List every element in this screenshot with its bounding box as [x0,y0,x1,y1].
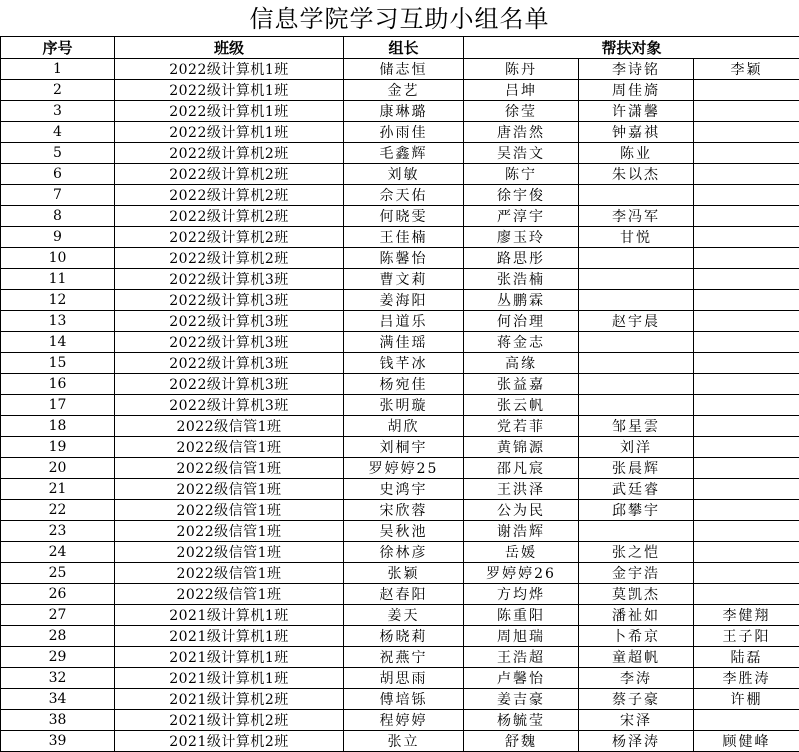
cell-helpee-2[interactable]: 杨泽涛 [579,731,694,752]
cell-helpee-1[interactable]: 张益嘉 [464,374,579,395]
table-row [1,647,799,668]
cell-leader[interactable]: 徐林彦 [344,542,464,563]
cell-leader[interactable]: 赵春阳 [344,584,464,605]
cell-no[interactable]: 14 [1,332,115,353]
cell-helpee-3[interactable] [694,563,799,584]
cell-no[interactable]: 39 [1,731,115,752]
cell-helpee-2[interactable]: 甘悦 [579,227,694,248]
cell-class[interactable]: 2021级计算机1班 [115,668,344,689]
cell-class[interactable]: 2022级计算机1班 [115,101,344,122]
cell-leader[interactable]: 史鸿宇 [344,479,464,500]
cell-no[interactable]: 21 [1,479,115,500]
table-row [1,668,799,689]
header-helpees[interactable]: 帮扶对象 [464,37,799,59]
cell-helpee-2[interactable]: 刘洋 [579,437,694,458]
cell-no[interactable]: 20 [1,458,115,479]
cell-helpee-3[interactable] [694,542,799,563]
cell-no[interactable]: 13 [1,311,115,332]
cell-no[interactable]: 2 [1,80,115,101]
cell-class[interactable]: 2022级计算机2班 [115,248,344,269]
cell-helpee-1[interactable]: 谢浩辉 [464,521,579,542]
cell-helpee-1[interactable]: 邵凡宸 [464,458,579,479]
table-row [1,605,799,626]
cell-helpee-3[interactable] [694,584,799,605]
cell-class[interactable]: 2022级计算机3班 [115,269,344,290]
cell-leader[interactable]: 祝燕宁 [344,647,464,668]
cell-helpee-3[interactable] [694,332,799,353]
cell-helpee-3[interactable] [694,710,799,731]
cell-no[interactable]: 34 [1,689,115,710]
cell-helpee-1[interactable]: 卢馨怡 [464,668,579,689]
cell-helpee-3[interactable] [694,248,799,269]
cell-helpee-2[interactable]: 赵宇晨 [579,311,694,332]
cell-helpee-3[interactable] [694,374,799,395]
cell-leader[interactable]: 宋欣蓉 [344,500,464,521]
cell-helpee-3[interactable] [694,101,799,122]
header-no[interactable]: 序号 [1,37,115,59]
cell-class[interactable]: 2022级信管1班 [115,584,344,605]
cell-class[interactable]: 2022级信管1班 [115,521,344,542]
table-body [1,59,799,752]
table-row [1,563,799,584]
cell-leader[interactable]: 程婷婷 [344,710,464,731]
cell-class[interactable]: 2022级信管1班 [115,542,344,563]
cell-helpee-2[interactable]: 卜希京 [579,626,694,647]
cell-leader[interactable]: 康琳璐 [344,101,464,122]
cell-no[interactable]: 26 [1,584,115,605]
page-title: 信息学院学习互助小组名单 [0,0,799,36]
table-row [1,290,799,311]
cell-helpee-3[interactable] [694,269,799,290]
cell-helpee-3[interactable] [694,458,799,479]
cell-class[interactable]: 2022级信管1班 [115,416,344,437]
cell-helpee-1[interactable]: 蒋金志 [464,332,579,353]
cell-helpee-3[interactable] [694,143,799,164]
cell-leader[interactable]: 金艺 [344,80,464,101]
table-row [1,80,799,101]
cell-class[interactable]: 2022级计算机3班 [115,395,344,416]
cell-helpee-3[interactable]: 顾健峰 [694,731,799,752]
cell-helpee-1[interactable]: 张浩楠 [464,269,579,290]
cell-helpee-1[interactable]: 陈重阳 [464,605,579,626]
cell-helpee-2[interactable]: 金宇浩 [579,563,694,584]
cell-helpee-2[interactable]: 武廷睿 [579,479,694,500]
table-row [1,122,799,143]
table-row [1,59,799,80]
cell-helpee-1[interactable]: 陈宁 [464,164,579,185]
cell-helpee-3[interactable] [694,122,799,143]
cell-leader[interactable]: 刘敏 [344,164,464,185]
cell-helpee-1[interactable]: 姜吉豪 [464,689,579,710]
cell-no[interactable]: 27 [1,605,115,626]
cell-helpee-3[interactable]: 许棚 [694,689,799,710]
cell-helpee-1[interactable]: 徐莹 [464,101,579,122]
cell-no[interactable]: 4 [1,122,115,143]
cell-no[interactable]: 10 [1,248,115,269]
cell-leader[interactable]: 姜天 [344,605,464,626]
cell-class[interactable]: 2021级计算机1班 [115,647,344,668]
table-row [1,584,799,605]
cell-helpee-1[interactable]: 吴浩文 [464,143,579,164]
cell-no[interactable]: 16 [1,374,115,395]
cell-helpee-2[interactable]: 张晨辉 [579,458,694,479]
cell-helpee-2[interactable]: 潘祉如 [579,605,694,626]
table-row [1,731,799,752]
table-row [1,458,799,479]
cell-helpee-1[interactable]: 路思彤 [464,248,579,269]
cell-no[interactable]: 23 [1,521,115,542]
cell-helpee-3[interactable] [694,416,799,437]
cell-helpee-2[interactable]: 周佳旖 [579,80,694,101]
cell-no[interactable]: 5 [1,143,115,164]
cell-leader[interactable]: 傅培铄 [344,689,464,710]
cell-helpee-3[interactable] [694,311,799,332]
table-row [1,521,799,542]
cell-helpee-1[interactable]: 徐宇俊 [464,185,579,206]
cell-helpee-2[interactable]: 朱以杰 [579,164,694,185]
cell-helpee-1[interactable]: 何治理 [464,311,579,332]
cell-class[interactable]: 2022级信管1班 [115,563,344,584]
cell-helpee-1[interactable]: 舒魏 [464,731,579,752]
cell-class[interactable]: 2021级计算机2班 [115,689,344,710]
cell-helpee-2[interactable]: 李诗铭 [579,59,694,80]
cell-helpee-3[interactable] [694,479,799,500]
cell-no[interactable]: 18 [1,416,115,437]
cell-helpee-1[interactable]: 陈丹 [464,59,579,80]
cell-leader[interactable]: 佘天佑 [344,185,464,206]
cell-helpee-2[interactable] [579,353,694,374]
cell-helpee-3[interactable] [694,290,799,311]
cell-no[interactable]: 11 [1,269,115,290]
table-row [1,395,799,416]
cell-helpee-1[interactable]: 丛鹏霖 [464,290,579,311]
cell-helpee-2[interactable]: 钟嘉祺 [579,122,694,143]
cell-class[interactable]: 2022级信管1班 [115,479,344,500]
cell-helpee-3[interactable] [694,164,799,185]
cell-helpee-1[interactable]: 公为民 [464,500,579,521]
cell-helpee-2[interactable]: 童超帆 [579,647,694,668]
cell-helpee-2[interactable] [579,185,694,206]
roster-table [0,36,799,752]
cell-leader[interactable]: 张颖 [344,563,464,584]
cell-helpee-2[interactable] [579,248,694,269]
cell-helpee-3[interactable] [694,80,799,101]
cell-leader[interactable]: 张立 [344,731,464,752]
cell-helpee-1[interactable]: 张云帆 [464,395,579,416]
table-row [1,479,799,500]
cell-leader[interactable]: 胡思雨 [344,668,464,689]
cell-no[interactable]: 7 [1,185,115,206]
cell-leader[interactable]: 杨宛佳 [344,374,464,395]
cell-helpee-1[interactable]: 罗婷婷26 [464,563,579,584]
header-class[interactable]: 班级 [115,37,344,59]
cell-no[interactable]: 24 [1,542,115,563]
cell-class[interactable]: 2021级计算机2班 [115,710,344,731]
cell-no[interactable]: 22 [1,500,115,521]
cell-helpee-3[interactable] [694,185,799,206]
cell-helpee-1[interactable]: 严淳宇 [464,206,579,227]
table-row [1,206,799,227]
table-row [1,626,799,647]
table-row [1,710,799,731]
cell-helpee-1[interactable]: 王浩超 [464,647,579,668]
cell-leader[interactable]: 吴秋池 [344,521,464,542]
cell-no[interactable]: 32 [1,668,115,689]
cell-class[interactable]: 2022级计算机2班 [115,185,344,206]
cell-class[interactable]: 2022级信管1班 [115,458,344,479]
cell-no[interactable]: 1 [1,59,115,80]
cell-no[interactable]: 12 [1,290,115,311]
cell-helpee-2[interactable]: 邱攀宇 [579,500,694,521]
cell-leader[interactable]: 陈馨怡 [344,248,464,269]
cell-helpee-2[interactable]: 莫凯杰 [579,584,694,605]
cell-class[interactable]: 2022级信管1班 [115,437,344,458]
cell-helpee-2[interactable]: 陈业 [579,143,694,164]
cell-helpee-2[interactable]: 许潇馨 [579,101,694,122]
cell-class[interactable]: 2022级计算机2班 [115,164,344,185]
cell-helpee-1[interactable]: 王洪泽 [464,479,579,500]
cell-leader[interactable]: 毛鑫辉 [344,143,464,164]
cell-helpee-1[interactable]: 唐浩然 [464,122,579,143]
cell-class[interactable]: 2022级计算机3班 [115,332,344,353]
cell-no[interactable]: 38 [1,710,115,731]
cell-class[interactable]: 2022级计算机2班 [115,206,344,227]
cell-leader[interactable]: 储志恒 [344,59,464,80]
cell-helpee-2[interactable]: 邹星雲 [579,416,694,437]
cell-class[interactable]: 2022级计算机3班 [115,353,344,374]
cell-helpee-1[interactable]: 党若菲 [464,416,579,437]
cell-helpee-1[interactable]: 周旭瑞 [464,626,579,647]
table-row [1,248,799,269]
table-row [1,437,799,458]
table-row [1,332,799,353]
cell-helpee-2[interactable] [579,521,694,542]
cell-helpee-3[interactable] [694,227,799,248]
cell-no[interactable]: 15 [1,353,115,374]
cell-no[interactable]: 17 [1,395,115,416]
cell-class[interactable]: 2022级计算机1班 [115,59,344,80]
table-row [1,689,799,710]
cell-helpee-1[interactable]: 黄锦源 [464,437,579,458]
cell-helpee-1[interactable]: 吕坤 [464,80,579,101]
cell-leader[interactable]: 满佳瑶 [344,332,464,353]
cell-helpee-3[interactable]: 李胜涛 [694,668,799,689]
cell-class[interactable]: 2022级计算机2班 [115,227,344,248]
cell-leader[interactable]: 孙雨佳 [344,122,464,143]
table-row [1,185,799,206]
cell-leader[interactable]: 王佳楠 [344,227,464,248]
cell-class[interactable]: 2022级计算机1班 [115,80,344,101]
cell-helpee-1[interactable]: 杨毓莹 [464,710,579,731]
cell-helpee-2[interactable]: 李涛 [579,668,694,689]
cell-class[interactable]: 2022级计算机3班 [115,290,344,311]
cell-helpee-1[interactable]: 高缘 [464,353,579,374]
table-row [1,143,799,164]
cell-class[interactable]: 2021级计算机2班 [115,731,344,752]
cell-helpee-3[interactable]: 李颖 [694,59,799,80]
table-row [1,416,799,437]
cell-helpee-3[interactable]: 陆磊 [694,647,799,668]
cell-no[interactable]: 8 [1,206,115,227]
table-row [1,101,799,122]
cell-leader[interactable]: 杨晓莉 [344,626,464,647]
cell-no[interactable]: 9 [1,227,115,248]
cell-helpee-2[interactable]: 张之恺 [579,542,694,563]
header-leader[interactable]: 组长 [344,37,464,59]
cell-helpee-3[interactable] [694,353,799,374]
cell-helpee-3[interactable] [694,500,799,521]
cell-leader[interactable]: 钱芊冰 [344,353,464,374]
cell-class[interactable]: 2022级计算机2班 [115,143,344,164]
table-row [1,542,799,563]
cell-no[interactable]: 25 [1,563,115,584]
cell-leader[interactable]: 何晓雯 [344,206,464,227]
cell-no[interactable]: 3 [1,101,115,122]
cell-class[interactable]: 2022级信管1班 [115,500,344,521]
cell-helpee-3[interactable] [694,521,799,542]
cell-no[interactable]: 6 [1,164,115,185]
cell-helpee-2[interactable] [579,374,694,395]
cell-leader[interactable]: 姜海阳 [344,290,464,311]
cell-helpee-2[interactable] [579,395,694,416]
cell-leader[interactable]: 张明璇 [344,395,464,416]
cell-leader[interactable]: 刘桐宇 [344,437,464,458]
table-row [1,227,799,248]
cell-no[interactable]: 28 [1,626,115,647]
cell-no[interactable]: 29 [1,647,115,668]
table-row [1,311,799,332]
cell-class[interactable]: 2021级计算机1班 [115,626,344,647]
cell-helpee-3[interactable]: 李健翔 [694,605,799,626]
cell-helpee-3[interactable] [694,437,799,458]
cell-helpee-3[interactable] [694,206,799,227]
table-row [1,353,799,374]
cell-class[interactable]: 2021级计算机1班 [115,605,344,626]
table-row [1,374,799,395]
cell-helpee-2[interactable] [579,332,694,353]
cell-class[interactable]: 2022级计算机3班 [115,374,344,395]
table-row [1,269,799,290]
header-row [1,37,799,59]
cell-helpee-2[interactable]: 宋泽 [579,710,694,731]
cell-helpee-2[interactable]: 蔡子豪 [579,689,694,710]
cell-leader[interactable]: 曹文莉 [344,269,464,290]
table-row [1,164,799,185]
cell-leader[interactable]: 胡欣 [344,416,464,437]
table-row [1,500,799,521]
cell-class[interactable]: 2022级计算机3班 [115,311,344,332]
cell-helpee-2[interactable] [579,269,694,290]
cell-helpee-1[interactable]: 岳媛 [464,542,579,563]
cell-helpee-2[interactable]: 李冯军 [579,206,694,227]
cell-no[interactable]: 19 [1,437,115,458]
cell-leader[interactable]: 吕道乐 [344,311,464,332]
cell-helpee-2[interactable] [579,290,694,311]
cell-helpee-3[interactable]: 王子阳 [694,626,799,647]
cell-helpee-1[interactable]: 方均烨 [464,584,579,605]
cell-class[interactable]: 2022级计算机1班 [115,122,344,143]
cell-helpee-3[interactable] [694,395,799,416]
cell-helpee-1[interactable]: 廖玉玲 [464,227,579,248]
cell-leader[interactable]: 罗婷婷25 [344,458,464,479]
